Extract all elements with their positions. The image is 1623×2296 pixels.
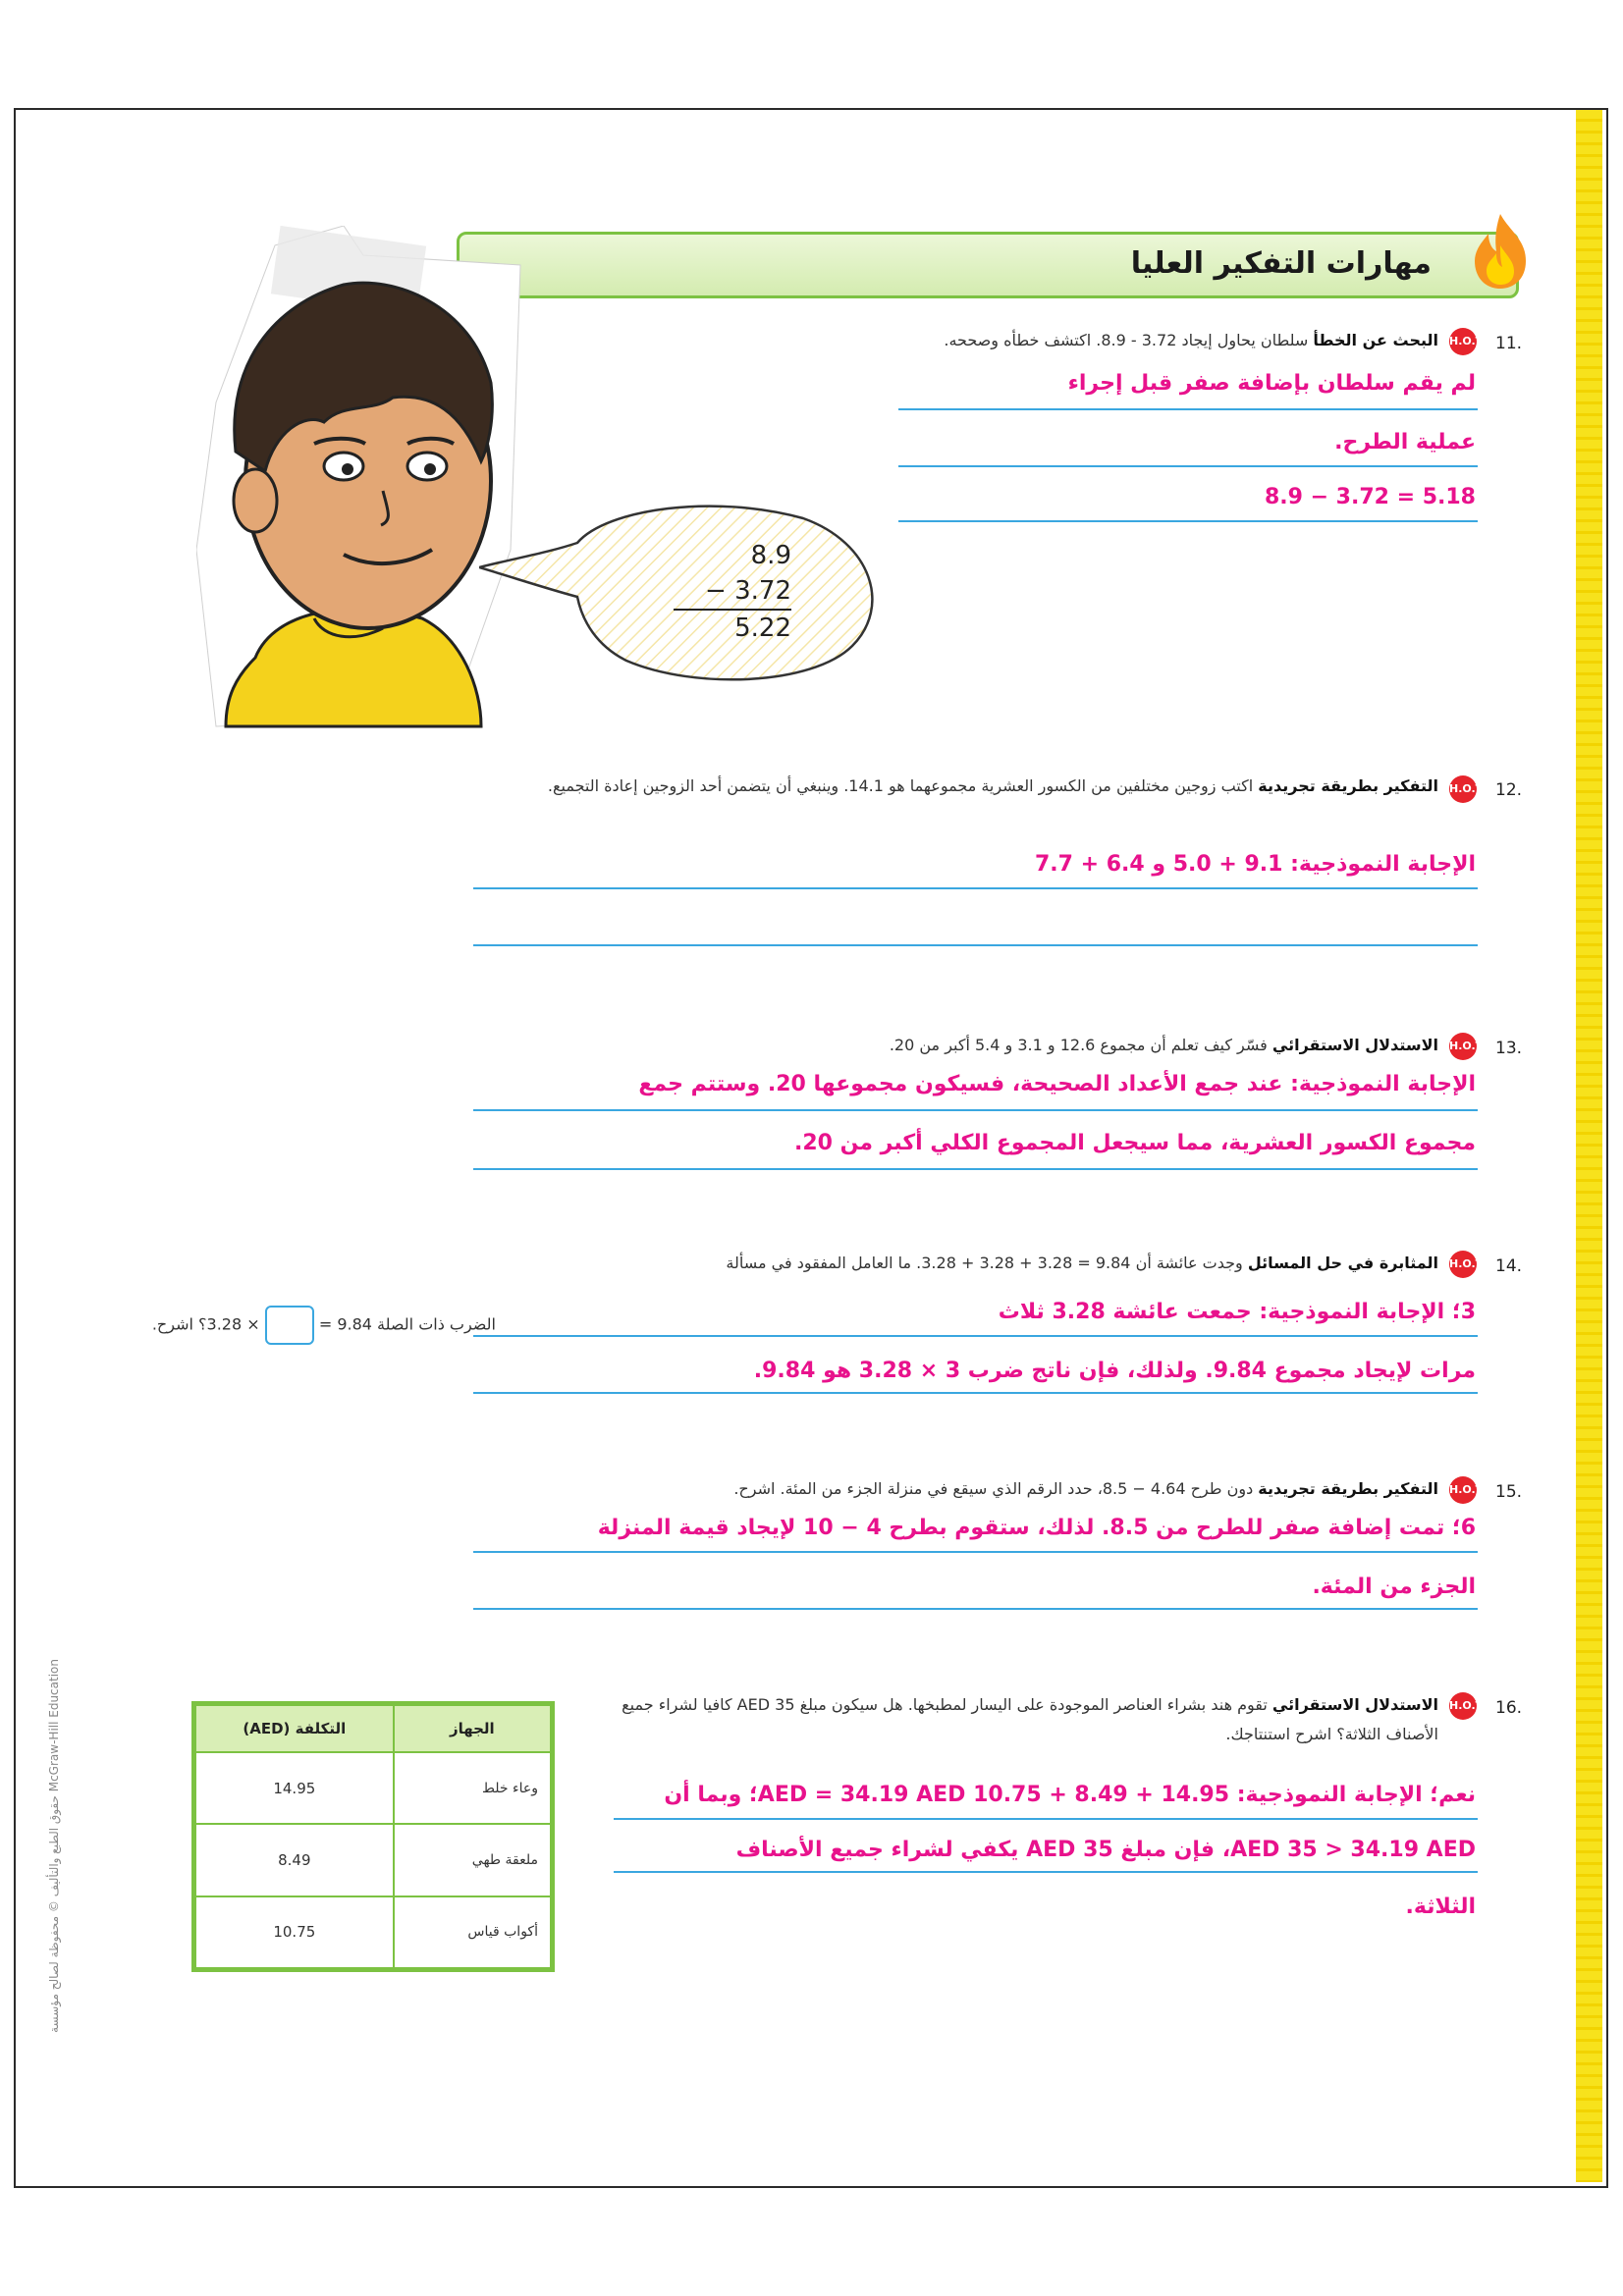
- answer-13-line1: الإجابة النموذجية: عند جمع الأعداد الصحيحة، فسيكون مجموعها 20. وستتم جمع: [638, 1072, 1476, 1096]
- section-title: مهارات التفكير العليا: [1130, 246, 1432, 281]
- answer-14-line1: 3؛ الإجابة النموذجية: جمعت عائشة 3.28 ثلاث: [998, 1300, 1476, 1324]
- question-number-11: 11.: [1495, 334, 1523, 353]
- answer-11-line1: لم يقم سلطان بإضافة صفر قبل إجراء: [1067, 371, 1476, 396]
- question-number-14: 14.: [1495, 1256, 1523, 1276]
- question-label-16: الاستدلال الاستقرائي: [1271, 1695, 1438, 1714]
- calc-top: 8.9: [750, 541, 791, 570]
- answer-16-line1: نعم؛ الإجابة النموذجية: AED = 34.19 AED 10.75 + 8.49 + 14.95؛ وبما أن: [664, 1783, 1476, 1807]
- answer-rule: [614, 1818, 1478, 1820]
- flame-icon: [1467, 210, 1534, 293]
- question-number-13: 13.: [1495, 1039, 1523, 1058]
- question-label-12: التفكير بطريقة تجريدية: [1258, 776, 1438, 795]
- answer-rule: [473, 1392, 1478, 1394]
- answer-11-line3: 8.9 − 3.72 = 5.18: [1264, 485, 1476, 509]
- table-cell-cost: 14.95: [195, 1752, 394, 1824]
- table-cell-item: أكواب قياس: [394, 1896, 551, 1968]
- answer-rule: [898, 465, 1478, 467]
- question-number-12: 12.: [1495, 780, 1523, 800]
- copyright-credit: McGraw-Hill Education حقوق الطبع والتأليف © محفوظة لصالح مؤسسة: [47, 1659, 61, 2033]
- hot-badge-16: H.O.T.: [1449, 1692, 1477, 1720]
- answer-rule: [473, 944, 1478, 946]
- question-body-14-b: × 3.28؟ اشرح.: [151, 1314, 260, 1334]
- answer-15-line1: 6؛ تمت إضافة صفر للطرح من 8.5. لذلك، ستقوم بطرح 4 − 10 لإيجاد قيمة المنزلة: [597, 1516, 1476, 1540]
- answer-16-line2: AED 35 > 34.19 AED، فإن مبلغ AED 35 يكفي لشراء جميع الأصناف: [735, 1838, 1476, 1862]
- question-body-14: وجدت عائشة أن 9.84 = 3.28 + 3.28 + 3.28. ما العامل المفقود في مسألة: [726, 1254, 1243, 1272]
- answer-rule: [898, 408, 1478, 410]
- answer-16-line3: الثلاثة.: [1405, 1895, 1476, 1919]
- calc-minus: − 3.72: [705, 576, 791, 606]
- question-number-15: 15.: [1495, 1482, 1523, 1502]
- question-body-14-a: الضرب ذات الصلة 9.84 =: [318, 1314, 496, 1334]
- question-text-12: [457, 772, 1438, 801]
- question-text-14-b: [142, 1306, 496, 1345]
- question-number-16: 16.: [1495, 1698, 1523, 1718]
- question-body-16: تقوم هند بشراء العناصر الموجودة على اليسار لمطبخها. هل سيكون مبلغ AED 35 كافيا لشراء جميع الأصناف الثلاثة؟ اشرح استنتاجك.: [622, 1695, 1438, 1743]
- table-cell-item: ملعقة طهي: [394, 1824, 551, 1896]
- question-body-13: فسّر كيف تعلم أن مجموع 12.6 و 3.1 و 5.4 أكبر من 20.: [889, 1036, 1268, 1054]
- calc-result: 5.22: [674, 609, 791, 646]
- question-body-12: اكتب زوجين مختلفين من الكسور العشرية مجموعهما هو 14.1. وينبغي أن يتضمن أحد الزوجين إعادة التجميع.: [547, 776, 1254, 795]
- question-label-14: المثابرة في حل المسائل: [1247, 1254, 1438, 1272]
- hot-badge-13: H.O.T.: [1449, 1033, 1477, 1060]
- question-text-13: [457, 1031, 1438, 1060]
- answer-15-line2: الجزء من المئة.: [1312, 1575, 1476, 1599]
- side-decorative-strip: [1576, 110, 1602, 2182]
- answer-rule: [473, 1168, 1478, 1170]
- table-row: [195, 1896, 551, 1968]
- table-row: [195, 1752, 551, 1824]
- question-label-15: التفكير بطريقة تجريدية: [1258, 1479, 1438, 1498]
- hot-badge-12: H.O.T.: [1449, 775, 1477, 803]
- table-cell-cost: 10.75: [195, 1896, 394, 1968]
- answer-11-line2: عملية الطرح.: [1334, 430, 1476, 454]
- answer-rule: [898, 520, 1478, 522]
- table-cell-cost: 8.49: [195, 1824, 394, 1896]
- answer-rule: [473, 1608, 1478, 1610]
- bubble-calculation: [674, 538, 791, 646]
- table-header-cost: التكلفة (AED): [195, 1705, 394, 1752]
- question-text-16: [574, 1690, 1438, 1749]
- hot-badge-11: H.O.T.: [1449, 328, 1477, 355]
- question-text-11: [692, 326, 1438, 355]
- answer-14-line2: مرات لإيجاد مجموع 9.84. ولذلك، فإن ناتج ضرب 3 × 3.28 هو 9.84.: [753, 1359, 1476, 1383]
- section-banner: [457, 232, 1519, 298]
- missing-factor-box[interactable]: [265, 1306, 314, 1345]
- table-header-row: [195, 1705, 551, 1752]
- hot-badge-14: H.O.T.: [1449, 1251, 1477, 1278]
- answer-rule: [614, 1871, 1478, 1873]
- question-body-15: دون طرح 4.64 − 8.5، حدد الرقم الذي سيقع في منزلة الجزء من المئة. اشرح.: [733, 1479, 1254, 1498]
- answer-rule: [473, 1109, 1478, 1111]
- question-body-11: سلطان يحاول إيجاد 3.72 - 8.9. اكتشف خطأه وصححه.: [944, 331, 1309, 349]
- table-cell-item: وعاء خلط: [394, 1752, 551, 1824]
- table-header-device: الجهاز: [394, 1705, 551, 1752]
- answer-rule: [473, 1335, 1478, 1337]
- hot-badge-15: H.O.T.: [1449, 1476, 1477, 1504]
- question-label-11: البحث عن الخطأ: [1313, 331, 1438, 349]
- answer-rule: [473, 887, 1478, 889]
- answer-13-line2: مجموع الكسور العشرية، مما سيجعل المجموع الكلي أكبر من 20.: [793, 1131, 1476, 1155]
- question-label-13: الاستدلال الاستقرائي: [1271, 1036, 1438, 1054]
- cost-table: [191, 1701, 555, 1972]
- question-text-14: [457, 1249, 1438, 1278]
- answer-12: الإجابة النموذجية: 9.1 + 5.0 و 6.4 + 7.7: [1034, 852, 1476, 877]
- question-text-15: [457, 1474, 1438, 1504]
- table-row: [195, 1824, 551, 1896]
- answer-rule: [473, 1551, 1478, 1553]
